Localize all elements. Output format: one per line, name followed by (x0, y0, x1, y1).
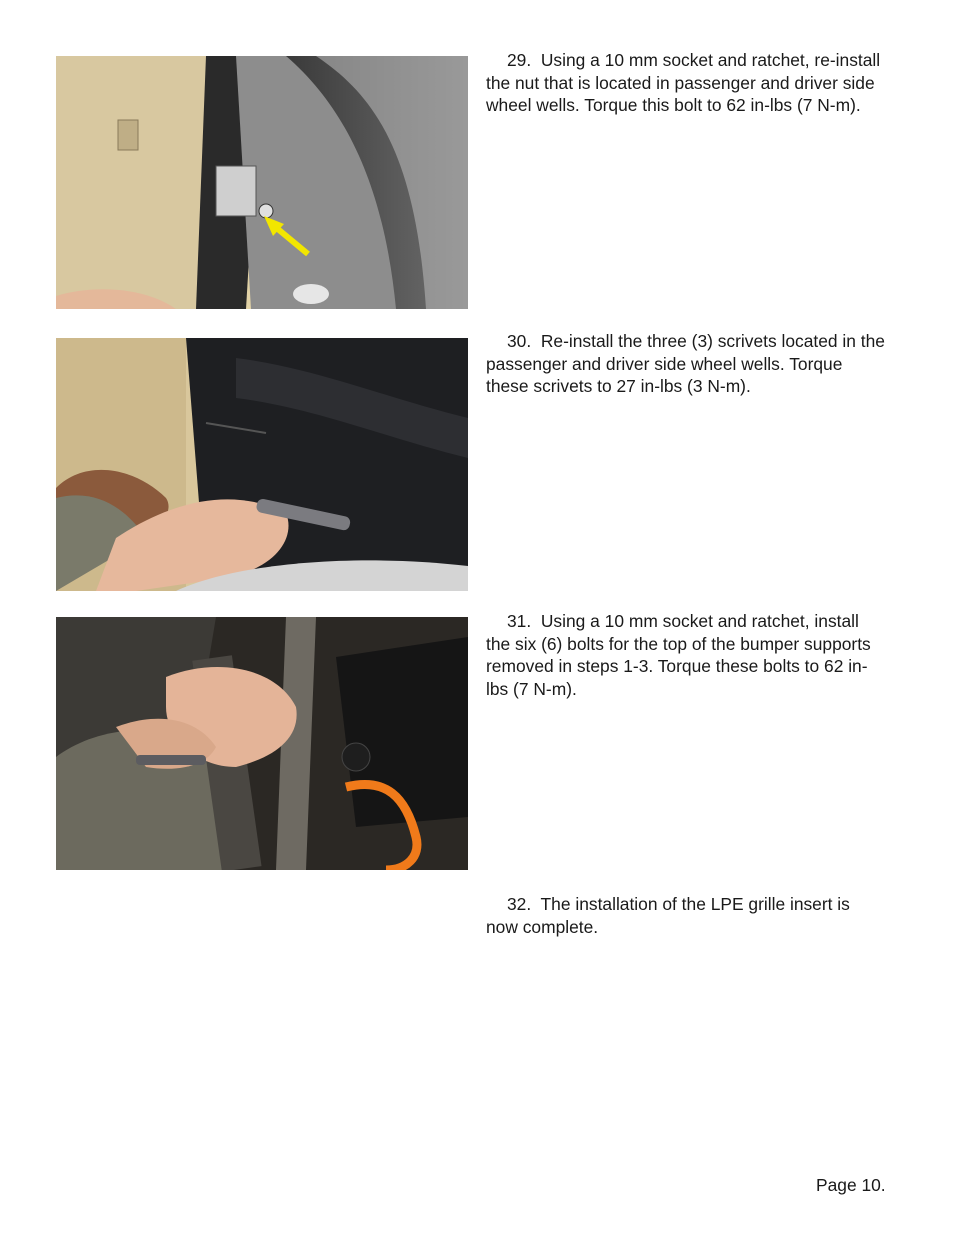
step-31-number: 31. (507, 611, 532, 631)
step-29-photo (56, 56, 468, 309)
step-32-body: The installation of the LPE grille insert is now complete. (486, 894, 850, 937)
step-31-body: Using a 10 mm socket and ratchet, install the six (6) bolts for the top of the bumper supports removed in steps 1-3. Torque these bolts to 62 in-lbs (7 N-m). (486, 611, 871, 699)
step-29-number: 29. (507, 50, 532, 70)
step-31-photo (56, 617, 468, 870)
page-number: Page 10. (816, 1175, 886, 1195)
step-29-text (486, 49, 886, 117)
step-32-text (486, 893, 886, 938)
step-31-text (486, 610, 886, 700)
step-29-body: Using a 10 mm socket and ratchet, re-install the nut that is located in passenger and driver side wheel wells. Torque this bolt to 62 in-lbs (7 N-m). (486, 50, 881, 115)
step-32-number: 32. (507, 894, 532, 914)
step-30-body: Re-install the three (3) scrivets located in the passenger and driver side wheel wells. Torque these scrivets to 27 in-lbs (3 N-m). (486, 331, 885, 396)
step-30-text (486, 330, 886, 398)
step-30-photo (56, 338, 468, 591)
step-30-number: 30. (507, 331, 532, 351)
